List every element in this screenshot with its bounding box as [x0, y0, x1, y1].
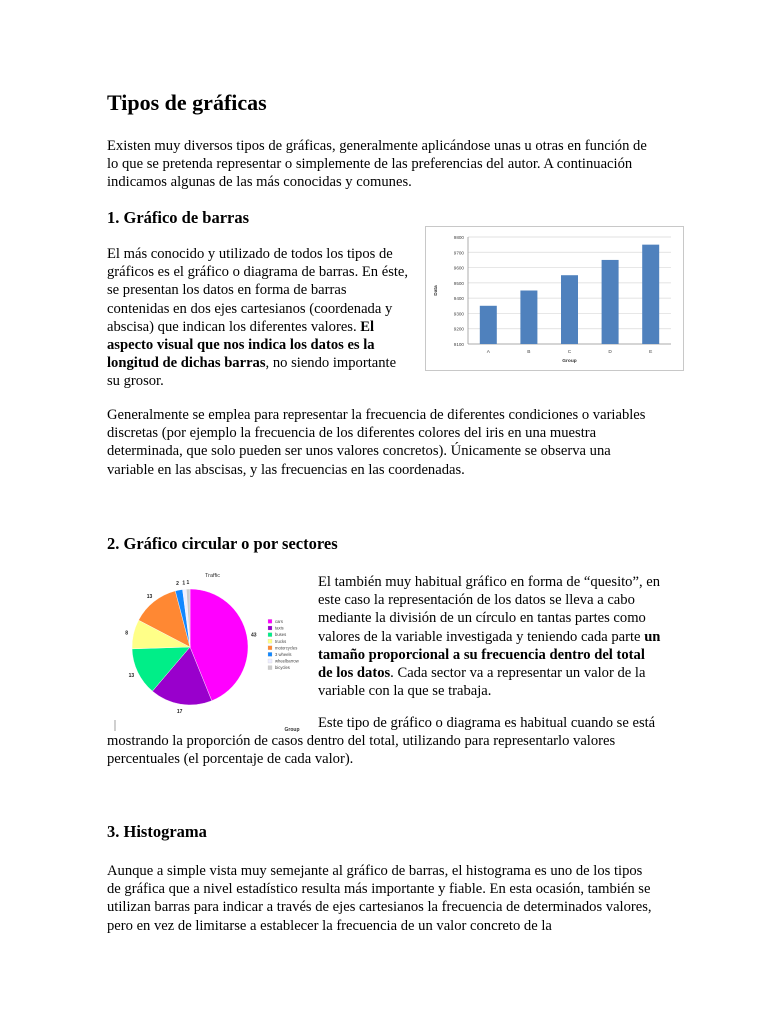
bar-chart [426, 227, 683, 370]
legend-label: 3 wheels [275, 652, 292, 657]
bar-D [602, 260, 619, 344]
bar-C [561, 275, 578, 344]
legend-label: buses [275, 632, 287, 638]
pie-title: Traffic [205, 573, 220, 579]
section-heading-histogram: 3. Histograma [107, 822, 207, 841]
page-title: Tipos de gráficas [107, 90, 267, 115]
y-axis-label: Data [434, 285, 439, 296]
pie-usage-paragraph: Este tipo de gráfico o diagrama es habitual cuando se está mostrando la proporción de casos dentro del total, utilizando para representarlo valores percentuales (el porcentaje de cada valor). [107, 715, 656, 768]
legend-swatch [268, 666, 272, 670]
pie-chart [112, 566, 308, 734]
legend-swatch [268, 659, 272, 663]
legend-label: wheelbarrow [275, 658, 299, 664]
legend-label: trucks [275, 638, 287, 644]
pie-data-label: 1 [182, 580, 186, 587]
pie-data-label: 2 [176, 581, 179, 588]
pie-text-bold: un tamaño proporcional a su frecuencia dentro del total de los datos [318, 628, 661, 682]
y-tick-label: 9700 [453, 250, 464, 256]
bar-text-a: El más conocido y utilizado de todos los tipos de gráficos es el gráfico o diagrama de barras. En éste, se presentan los datos en forma de barras contenidas en dos ejes cartesianos (coordenada y abscisa) que indican los diferentes valores. [107, 246, 409, 335]
pie-footer-label: Group [284, 727, 300, 733]
intro-paragraph: Existen muy diversos tipos de gráficas, generalmente aplicándose unas u otras en función de lo que se pretenda representar o simplemente de las preferencias del autor. A continuación indicamos algunas de las más conocidas y comunes. [107, 138, 647, 191]
bar-usage-paragraph: Generalmente se emplea para representar la frecuencia de diferentes condiciones o variables discretas (por ejemplo la frecuencia de los diferentes colores del iris en una muestra determinada, que solo pueden ser unos valores concretos). Únicamente se observa una variable en las abscisas, y las frecuencias en las coordenadas. [107, 407, 646, 478]
x-tick-label: A [486, 350, 490, 355]
y-tick-label: 9200 [453, 326, 464, 332]
pie-chart-description [318, 573, 663, 700]
histogram-paragraph: Aunque a simple vista muy semejante al gráfico de barras, el histograma es uno de los tipos de gráfica que a nivel estadístico resulta más importante y fiable. En esta ocasión, también se utilizan barras para indicar a través de ejes cartesianos la frecuencia de determinados valores, pero en vez de limitarse a establecer la frecuencia de un valor concreto de la [107, 863, 652, 934]
pie-text-a: El también muy habitual gráfico en forma de “quesito”, en este caso la representación de los datos se lleva a cabo mediante la división de un círculo en tantas partes como valores de la variable investigada y teniendo cada parte [318, 574, 661, 645]
y-tick-label: 9800 [453, 235, 464, 240]
bar-E [642, 245, 659, 344]
legend-swatch [268, 619, 272, 623]
pie-data-label: 13 [128, 673, 135, 680]
legend-swatch [268, 626, 272, 630]
pie-data-label: 43 [251, 632, 257, 639]
bar-chart-figure [425, 226, 684, 371]
legend-label: bicycles [275, 665, 290, 671]
y-tick-label: 9600 [453, 265, 464, 271]
x-tick-label: B [527, 350, 531, 355]
bar-chart-description [107, 245, 412, 391]
legend-label: motorcycles [275, 645, 298, 651]
section-heading-bar-chart: 1. Gráfico de barras [107, 208, 250, 227]
y-tick-label: 9400 [453, 296, 464, 302]
bar-text-bold: El aspecto visual que nos indica los datos es la longitud de dichas barras [107, 318, 375, 372]
x-tick-label: E [649, 350, 653, 355]
pie-data-label: 17 [176, 709, 183, 716]
y-tick-label: 9100 [453, 342, 464, 347]
pie-chart-figure [112, 566, 308, 734]
x-axis-label: Group [562, 359, 577, 364]
y-tick-label: 9300 [453, 311, 464, 317]
pie-data-label: 13 [146, 594, 153, 601]
legend-swatch [268, 652, 272, 656]
pie-data-label: 1 [186, 580, 190, 587]
bar-text-b: , no siendo importante su grosor. [107, 355, 397, 390]
y-tick-label: 9500 [453, 280, 464, 286]
pie-data-label: 8 [125, 630, 129, 637]
bar-A [480, 306, 497, 344]
legend-label: taxis [275, 625, 284, 631]
legend-swatch [268, 633, 272, 637]
x-tick-label: D [608, 350, 612, 355]
legend-swatch [268, 639, 272, 643]
x-tick-label: C [567, 350, 572, 355]
section-heading-pie-chart: 2. Gráfico circular o por sectores [107, 534, 338, 553]
bar-B [520, 291, 537, 345]
legend-swatch [268, 646, 272, 650]
legend-label: cars [275, 619, 283, 624]
pie-text-b: . Cada sector va a representar un valor de la variable con la que se trabaja. [318, 665, 646, 700]
